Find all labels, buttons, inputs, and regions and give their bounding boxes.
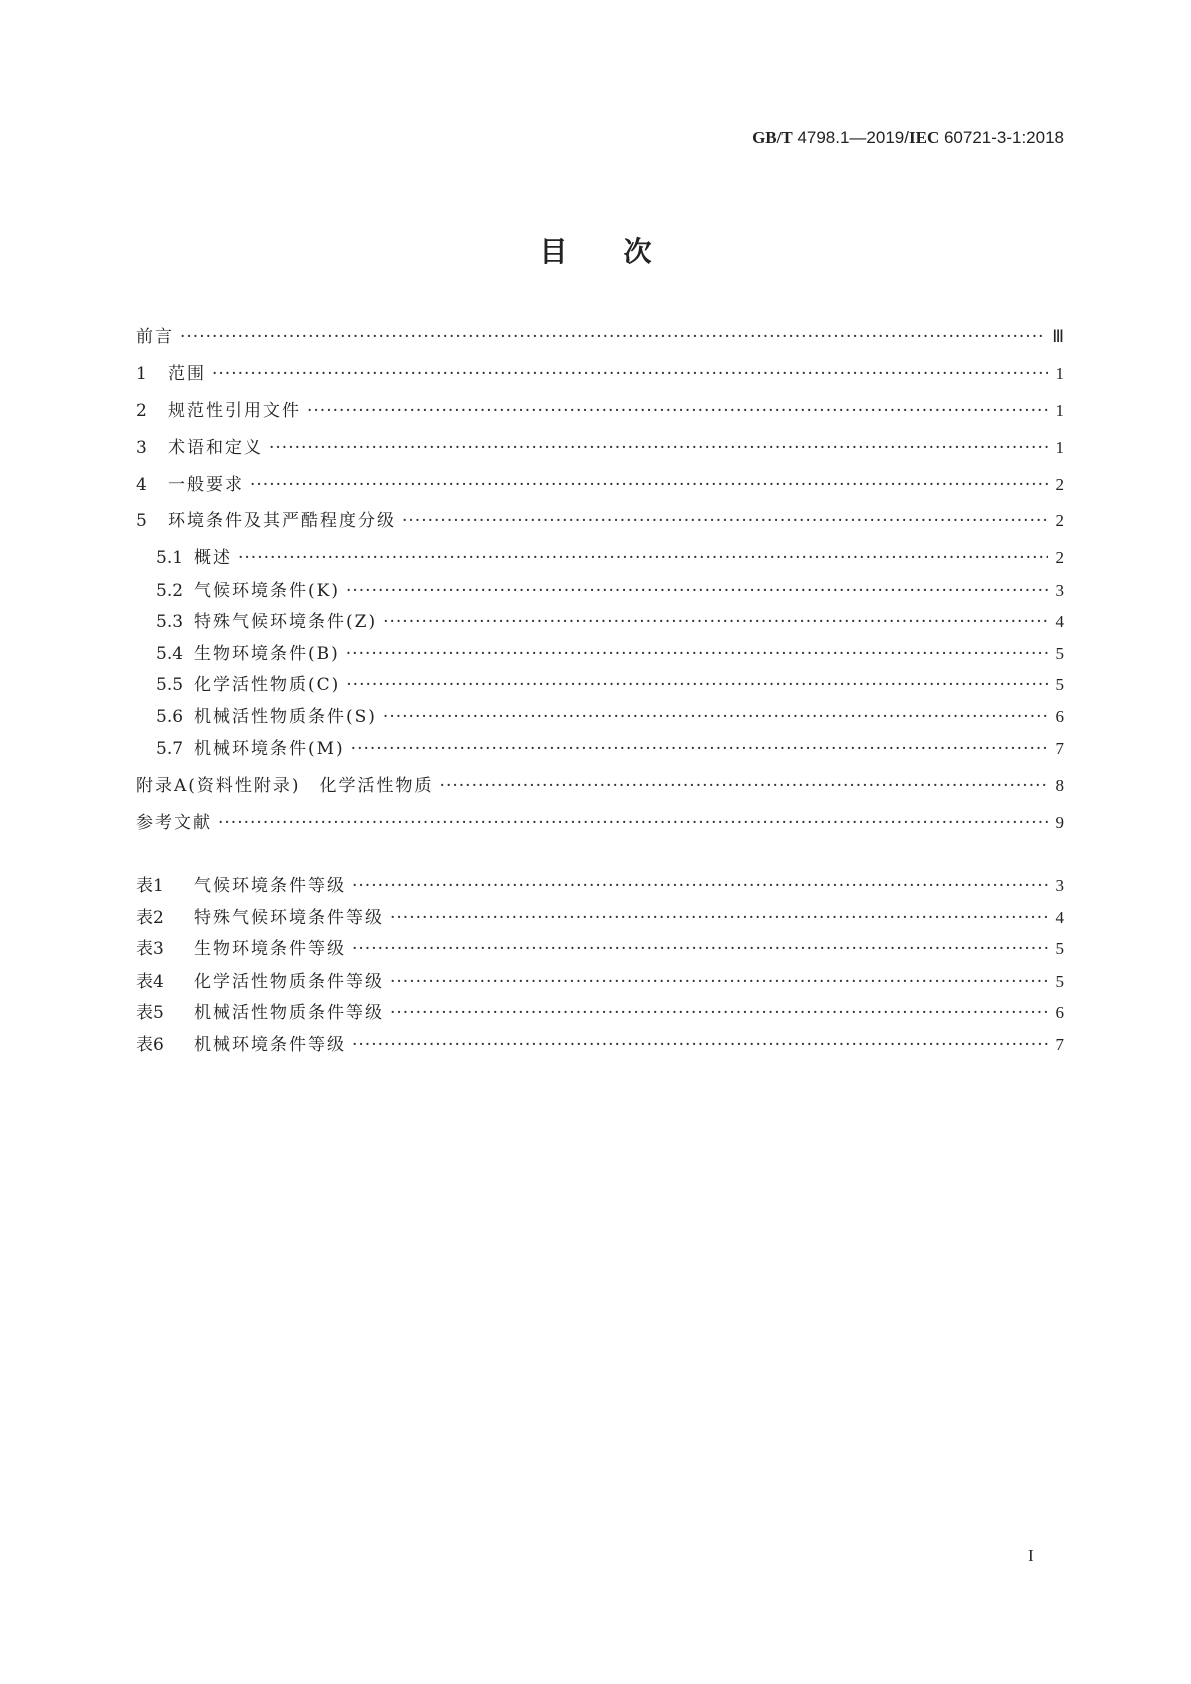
iec-code: 60721-3-1:2018	[943, 128, 1064, 147]
entry-number: 3	[136, 438, 147, 458]
entry-page: 7	[1055, 1035, 1064, 1054]
toc-entry[interactable]	[156, 674, 1064, 696]
entry-page: 2	[1055, 548, 1064, 567]
entry-page: 1	[1055, 438, 1064, 457]
entry-page: 5	[1055, 644, 1064, 663]
entry-page: 4	[1055, 612, 1064, 631]
entry-title: 气候环境条件(K)	[194, 581, 340, 601]
entry-title: 生物环境条件等级	[194, 939, 346, 959]
entry-page: 6	[1055, 1003, 1064, 1022]
dot-leader	[390, 971, 1048, 993]
entry-page: 8	[1055, 776, 1064, 795]
dot-leader	[351, 738, 1048, 760]
entry-page: 3	[1055, 581, 1064, 600]
entry-title: 环境条件及其严酷程度分级	[168, 511, 396, 531]
entry-title: 概述	[194, 548, 232, 568]
dot-leader	[440, 775, 1048, 797]
document-header	[752, 128, 1064, 148]
toc-entry[interactable]	[156, 738, 1064, 760]
entry-number: 5	[136, 511, 147, 531]
entry-title: 附录A(资料性附录) 化学活性物质	[136, 776, 434, 796]
entry-page: 2	[1055, 511, 1064, 530]
toc-entry[interactable]	[136, 474, 1064, 496]
entry-number: 5.5	[156, 675, 184, 695]
toc-table-entry[interactable]	[136, 971, 1064, 993]
entry-number: 表2	[136, 908, 164, 928]
entry-title: 特殊气候环境条件等级	[194, 908, 384, 928]
entry-title: 参考文献	[136, 813, 212, 833]
toc-entry[interactable]	[136, 812, 1064, 834]
dot-leader	[402, 510, 1048, 532]
entry-page: 1	[1055, 364, 1064, 383]
entry-title: 气候环境条件等级	[194, 876, 346, 896]
entry-title: 前言	[136, 327, 174, 347]
entry-page: 1	[1055, 401, 1064, 420]
dot-leader	[238, 547, 1048, 569]
toc-entry[interactable]	[156, 547, 1064, 569]
toc-entry[interactable]	[136, 437, 1064, 459]
dot-leader	[346, 580, 1048, 602]
dot-leader	[218, 812, 1048, 834]
entry-title: 一般要求	[168, 475, 244, 495]
entry-title: 化学活性物质(C)	[194, 675, 341, 695]
page-number: I	[1028, 1546, 1034, 1565]
entry-number: 1	[136, 364, 147, 384]
dot-leader	[307, 400, 1048, 422]
toc-entry[interactable]	[156, 580, 1064, 602]
toc-table-entry[interactable]	[136, 1002, 1064, 1024]
entry-page: 5	[1055, 939, 1064, 958]
dot-leader	[212, 363, 1048, 385]
entry-number: 4	[136, 475, 147, 495]
dot-leader	[180, 326, 1046, 348]
dot-leader	[346, 674, 1048, 696]
toc-entry[interactable]	[156, 643, 1064, 665]
entry-number: 表3	[136, 939, 164, 959]
entry-page: 5	[1055, 972, 1064, 991]
entry-number: 5.6	[156, 707, 184, 727]
toc-table-entry[interactable]	[136, 875, 1064, 897]
entry-title: 机械环境条件等级	[194, 1035, 346, 1055]
toc-table-entry[interactable]	[136, 907, 1064, 929]
dot-leader	[383, 706, 1048, 728]
dot-leader	[390, 1002, 1048, 1024]
entry-page: 5	[1055, 675, 1064, 694]
entry-title: 生物环境条件(B)	[194, 644, 340, 664]
dot-leader	[383, 611, 1048, 633]
entry-title: 化学活性物质条件等级	[194, 972, 384, 992]
toc-entry[interactable]	[136, 510, 1064, 532]
entry-page: Ⅲ	[1052, 327, 1064, 346]
dot-leader	[352, 875, 1048, 897]
toc-table-entry[interactable]	[136, 938, 1064, 960]
entry-number: 表6	[136, 1035, 164, 1055]
entry-title: 特殊气候环境条件(Z)	[194, 612, 378, 632]
entry-number: 表4	[136, 972, 164, 992]
dot-leader	[352, 938, 1048, 960]
entry-page: 4	[1055, 908, 1064, 927]
toc-entry[interactable]	[156, 611, 1064, 633]
toc-entry[interactable]	[156, 706, 1064, 728]
dot-leader	[352, 1034, 1048, 1056]
entry-page: 9	[1055, 813, 1064, 832]
entry-page: 6	[1055, 707, 1064, 726]
entry-title: 机械活性物质条件(S)	[194, 707, 377, 727]
std-prefix: GB/T	[752, 128, 793, 147]
entry-number: 表1	[136, 876, 164, 896]
entry-page: 2	[1055, 475, 1064, 494]
toc-entry[interactable]	[136, 400, 1064, 422]
toc-entry[interactable]	[136, 775, 1064, 797]
toc-entry[interactable]	[136, 363, 1064, 385]
entry-number: 表5	[136, 1003, 164, 1023]
entry-number: 5.4	[156, 644, 184, 664]
entry-number: 2	[136, 401, 147, 421]
entry-page: 7	[1055, 739, 1064, 758]
entry-title: 机械环境条件(M)	[194, 739, 345, 759]
entry-title: 机械活性物质条件等级	[194, 1003, 384, 1023]
dot-leader	[390, 907, 1048, 929]
dot-leader	[269, 437, 1048, 459]
entry-title: 术语和定义	[168, 438, 263, 458]
entry-title: 规范性引用文件	[168, 401, 301, 421]
entry-number: 5.1	[156, 548, 184, 568]
entry-number: 5.3	[156, 612, 184, 632]
toc-table-entry[interactable]	[136, 1034, 1064, 1056]
toc-entry[interactable]	[136, 326, 1064, 348]
std-code: 4798.1—2019/	[797, 128, 909, 147]
iec-prefix: IEC	[908, 128, 940, 147]
entry-page: 3	[1055, 876, 1064, 895]
dot-leader	[346, 643, 1048, 665]
entry-number: 5.7	[156, 739, 184, 759]
entry-number: 5.2	[156, 581, 184, 601]
entry-title: 范围	[168, 364, 206, 384]
page-title: 目次	[539, 235, 708, 268]
dot-leader	[250, 474, 1048, 496]
